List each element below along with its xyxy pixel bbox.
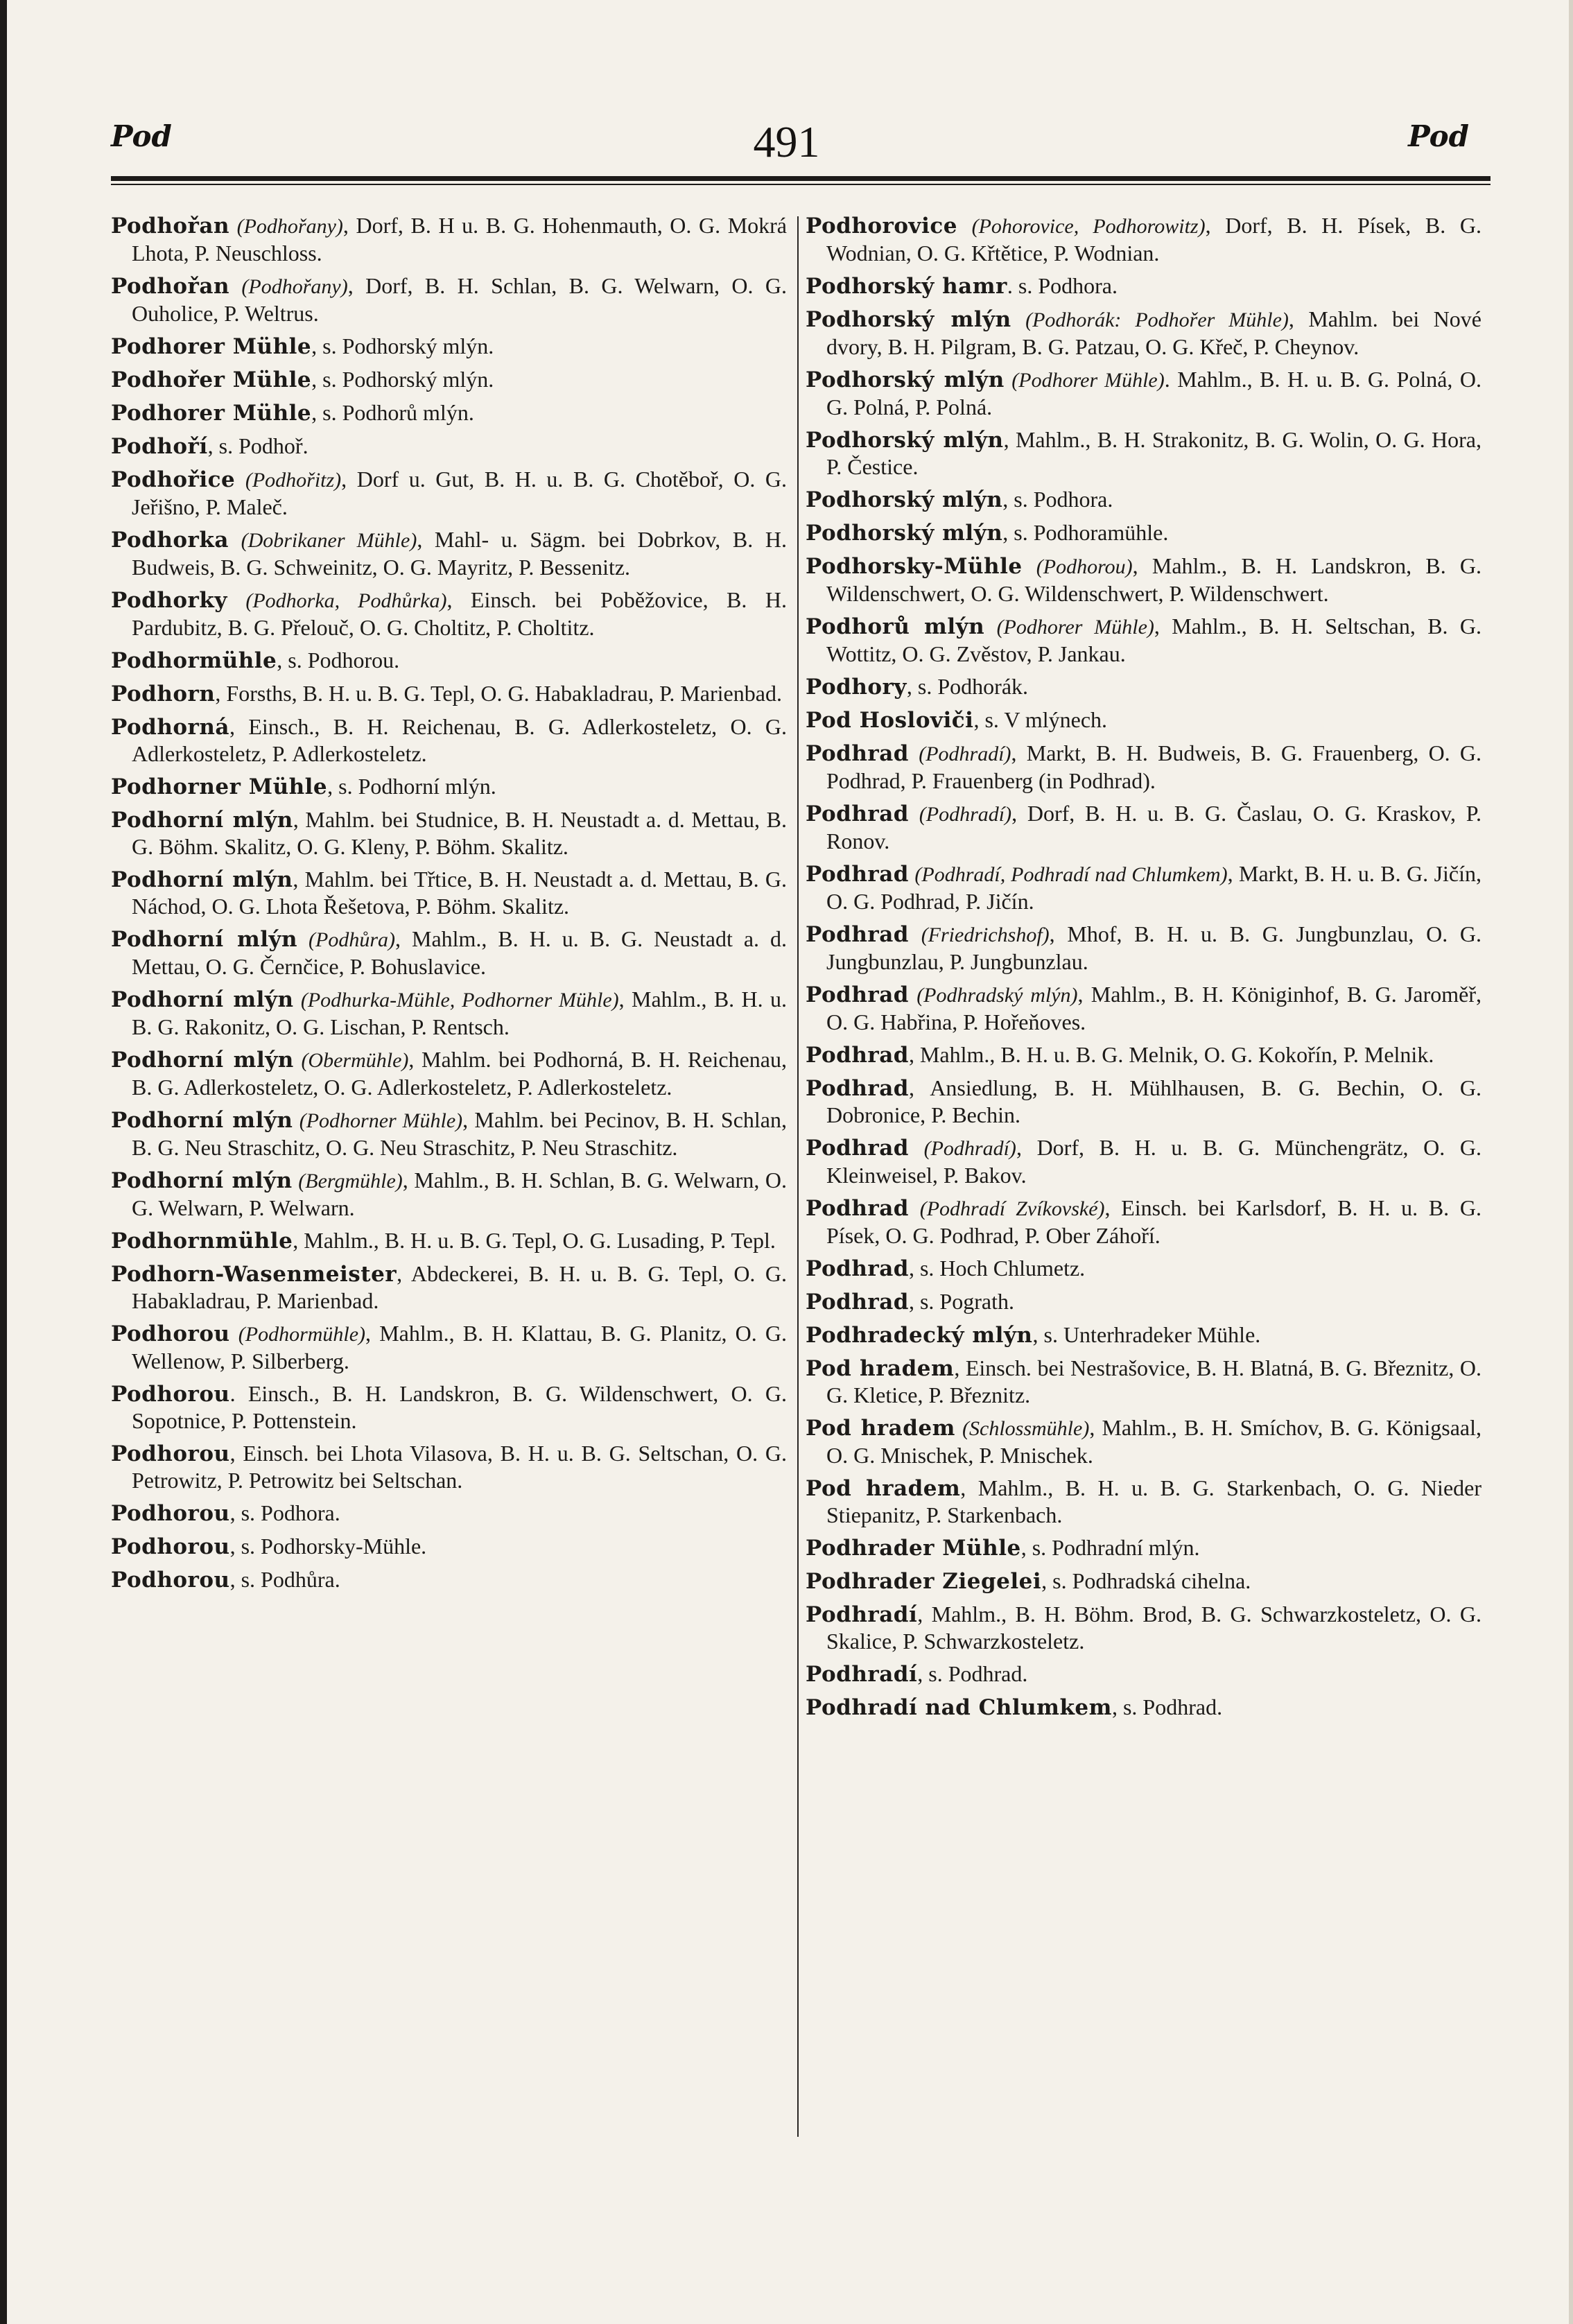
entry-details: , Mahlm., B. H. u. B. G. Starkenbach, O. G. Nieder Stiepanitz, P. Starkenbach. [826,1475,1482,1527]
entry-alternate-name: (Podhůra) [308,928,396,951]
entry-headword: Podhorer Mühle [111,401,312,426]
gazetteer-entry [806,1255,1481,1282]
entry-headword: Pod Hosloviči [806,708,974,733]
entry-details: , Einsch. bei Karlsdorf, B. H. u. B. G. Písek, O. G. Podhrad, P. Ober Záhoří. [826,1195,1482,1248]
entry-alternate-name: (Podhorák: Podhořer Mühle) [1025,309,1289,331]
gazetteer-entry [806,366,1481,420]
entry-alternate-name: (Bergmühle) [298,1170,403,1193]
entry-details: , Mahlm., B. H. u. B. G. Melnik, O. G. Kokořín, P. Melnik. [908,1042,1434,1067]
page-right-edge [1569,0,1573,2324]
gazetteer-entry [111,986,787,1040]
gazetteer-entry [806,673,1481,700]
entry-details: , Einsch. bei Poběžovice, B. H. Pardubitz, B. G. Přelouč, O. G. Choltitz, P. Choltitz. [132,587,787,640]
gazetteer-entry [111,1046,787,1100]
entry-headword: Podhorní mlýn [111,987,294,1012]
entry-details: , s. Podhoramühle. [1002,520,1169,545]
entry-alternate-name: (Podhorer Mühle) [1011,369,1165,392]
gazetteer-entry [806,519,1481,546]
entry-alternate-name: (Schlossmühle) [962,1417,1090,1440]
entry-alternate-name: (Podhorer Mühle) [996,616,1154,639]
entry-details: , Mahlm., B. H. Strakonitz, B. G. Wolin, O. G. Hora, P. Čestice. [826,427,1481,479]
entry-headword: Podhrad [806,862,909,887]
page-left-edge [0,0,7,2324]
entry-headword: Podhorní mlýn [111,927,298,952]
entry-headword: Podhorou [111,1441,230,1466]
entry-details: , Mahlm., B. H. Böhm. Brod, B. G. Schwarzkosteletz, O. G. Skalice, P. Schwarzkosteletz. [826,1602,1481,1654]
entry-headword: Podhradí [806,1662,918,1687]
entry-headword: Podhořice [111,467,236,492]
entry-details: , Mahl- u. Sägm. bei Dobrkov, B. H. Budweis, B. G. Schweinitz, O. G. Mayritz, P. Bessenitz. [132,527,788,580]
entry-details: , Mahlm. bei Podhorná, B. H. Reichenau, B. G. Adlerkosteletz, O. G. Adlerkosteletz, P. Adlerkosteletz. [132,1047,788,1100]
entry-headword: Podhorer Mühle [111,334,312,359]
entry-details: , Ansiedlung, B. H. Mühlhausen, B. G. Bechin, O. G. Dobronice, P. Bechin. [826,1075,1481,1127]
gazetteer-entry [806,740,1481,794]
entry-details: , s. Podhorů mlýn. [311,400,474,425]
entry-headword: Podhoří [111,434,208,459]
entry-headword: Podhrad [806,1076,909,1101]
gazetteer-entry [111,587,787,641]
entry-details: , s. Podhorák. [906,674,1029,699]
entry-headword: Podhrad [806,982,909,1007]
entry-details: . Mahlm., B. H. u. B. G. Polná, O. G. Polná, P. Polná. [826,367,1482,419]
gazetteer-entry [111,1533,787,1560]
gazetteer-entry [806,306,1481,360]
entry-headword: Podhrad [806,1196,909,1221]
entry-details: , s. Unterhradeker Mühle. [1032,1322,1261,1347]
gazetteer-entry [111,433,787,460]
entry-details: , Einsch. bei Nestrašovice, B. H. Blatná, B. G. Březnitz, O. G. Kletice, P. Březnitz. [826,1355,1482,1407]
entry-headword: Podhorky [111,588,227,613]
entry-alternate-name: (Dobrikaner Mühle) [241,529,417,552]
entry-headword: Podhořan [111,274,230,299]
gazetteer-entry [806,1075,1481,1128]
gazetteer-entry [111,680,787,707]
entry-details: , Mahlm. bei Studnice, B. H. Neustadt a. d. Mettau, B. G. Böhm. Skalitz, O. G. Kleny, P. Böhm. Skalitz. [132,807,787,859]
entry-headword: Podhorů mlýn [806,614,985,639]
entry-details: , Mahlm. bei Pecinov, B. H. Schlan, B. G. Neu Straschitz, O. G. Neu Straschitz, P. Neu Straschitz. [132,1107,788,1160]
entry-details: , Dorf, B. H. Písek, B. G. Wodnian, O. G. Křtětice, P. Wodnian. [826,213,1482,266]
gazetteer-entry [806,1601,1481,1654]
entry-headword: Podhrader Mühle [806,1536,1021,1561]
gazetteer-entry [806,272,1481,300]
entry-details: , Dorf, B. H. Schlan, B. G. Welwarn, O. G. Ouholice, P. Weltrus. [132,273,788,326]
entry-details: , s. Podhrad. [1111,1694,1223,1719]
gazetteer-entry [806,1534,1481,1561]
entry-headword: Podhorná [111,715,230,740]
entry-details: , Mahlm., B. H. u. B. G. Rakonitz, O. G. Lischan, P. Rentsch. [132,987,788,1039]
gazetteer-entry [111,926,787,980]
entry-details: , s. Podhůra. [229,1567,340,1592]
gazetteer-entry [111,1167,787,1221]
entry-details: , s. Podhradská cihelna. [1041,1568,1251,1593]
gazetteer-entry [806,800,1481,854]
entry-details: , Markt, B. H. Budweis, B. G. Frauenberg, O. G. Podhrad, P. Frauenberg (in Podhrad). [826,740,1482,793]
gazetteer-entry [806,426,1481,480]
gazetteer-entry [111,333,787,360]
gazetteer-entry [111,866,787,919]
entry-details: , Mhof, B. H. u. B. G. Jungbunzlau, O. G. Jungbunzlau, P. Jungbunzlau. [826,921,1482,974]
entry-headword: Podhorka [111,528,229,553]
gazetteer-entry [111,272,787,327]
gazetteer-entry [806,1195,1481,1249]
entry-headword: Podhrad [806,1256,909,1281]
gazetteer-entry [806,1475,1481,1528]
gazetteer-entry [806,553,1481,607]
gazetteer-entry [806,860,1481,914]
entry-headword: Podhorní mlýn [111,1168,293,1193]
entry-headword: Podhormühle [111,648,277,673]
entry-headword: Podhorský mlýn [806,367,1005,392]
entry-alternate-name: (Podhořany) [236,215,343,238]
entry-alternate-name: (Pohorovice, Podhorowitz) [971,215,1206,238]
gazetteer-entry [806,486,1481,513]
entry-headword: Podhorní mlýn [111,1108,293,1133]
entry-headword: Podhorou [111,1534,230,1559]
entry-details: , Mahlm., B. H. Königinhof, B. G. Jaroměř, O. G. Habřina, P. Hořeňoves. [826,982,1481,1034]
page-number: 491 [753,117,820,166]
entry-headword: Podhorní mlýn [111,1048,294,1073]
gazetteer-entry [806,1288,1481,1315]
entry-details: , Mahlm., B. H. Landskron, B. G. Wildenschwert, O. G. Wildenschwert, P. Wildenschwert. [826,553,1482,606]
entry-details: , Mahlm. bei Třtice, B. H. Neustadt a. d. Mettau, B. G. Náchod, O. G. Lhota Řešetova, P. Böhm. Skalitz. [132,867,787,919]
entry-alternate-name: (Podhorka, Podhůrka) [245,589,447,612]
entry-details: , Mahlm., B. H. Klattau, B. G. Planitz, O. G. Wellenow, P. Silberberg. [132,1321,788,1373]
left-column [111,212,787,1599]
entry-details: , Mahlm., B. H. Smíchov, B. G. Königsaal, O. G. Mnischek, P. Mnischek. [826,1415,1481,1468]
gazetteer-entry [111,212,787,266]
gazetteer-entry [111,647,787,674]
gazetteer-entry [806,921,1481,975]
gazetteer-entry [111,526,787,580]
entry-details: , Markt, B. H. u. B. G. Jičín, O. G. Podhrad, P. Jičín. [826,861,1482,914]
entry-details: , Dorf u. Gut, B. H. u. B. G. Chotěboř, O. G. Jeřišno, P. Maleč. [132,467,788,519]
entry-details: , Einsch. bei Lhota Vilasova, B. H. u. B. G. Seltschan, O. G. Petrowitz, P. Petrowitz bei Seltschan. [132,1441,787,1493]
entry-details: , s. Podhoř. [207,433,308,458]
entry-alternate-name: (Podhorner Mühle) [299,1109,463,1132]
entry-alternate-name: (Podhradí, Podhradí nad Chlumkem) [914,863,1228,886]
entry-headword: Podhorner Mühle [111,774,328,799]
entry-alternate-name: (Podhormühle) [238,1323,366,1346]
entry-details: , s. V mlýnech. [973,707,1108,732]
entry-details: , Mahlm., B. H. u. B. G. Tepl, O. G. Lusading, P. Tepl. [293,1228,776,1253]
entry-details: , s. Podhorský mlýn. [311,333,494,358]
gazetteer-entry [806,1041,1481,1068]
gazetteer-entry [806,1568,1481,1595]
entry-headword: Podhorou [111,1321,230,1346]
entry-details: , Mahlm. bei Nové dvory, B. H. Pilgram, B. G. Patzau, O. G. Křeč, P. Cheynov. [826,306,1482,359]
entry-alternate-name: (Podhradský mlýn) [916,984,1078,1007]
gazetteer-entry [806,212,1481,266]
gazetteer-entry [111,713,787,767]
gazetteer-entry [806,1694,1481,1721]
gazetteer-entry [111,366,787,393]
entry-details: , Abdeckerei, B. H. u. B. G. Tepl, O. G. Habakladrau, P. Marienbad. [132,1261,787,1313]
entry-headword: Podhradecký mlýn [806,1323,1033,1348]
entry-headword: Podhrad [806,801,909,826]
entry-headword: Podhořan [111,214,230,239]
gazetteer-entry [806,981,1481,1035]
entry-headword: Podhornmühle [111,1229,293,1254]
header-rule-thin [111,184,1491,185]
gazetteer-entry [806,1355,1481,1408]
entry-details: , s. Podhora. [229,1500,340,1525]
entry-alternate-name: (Podhradí) [919,743,1011,765]
gazetteer-entry [111,399,787,426]
gazetteer-entry [111,466,787,520]
entry-headword: Podhrad [806,1043,909,1068]
entry-headword: Podhorou [111,1382,230,1407]
entry-headword: Podhorní mlýn [111,808,293,833]
entry-details: , s. Hoch Chlumetz. [908,1256,1086,1281]
entry-headword: Pod hradem [806,1476,961,1501]
entry-headword: Podhorský mlýn [806,487,1003,512]
gazetteer-entry [111,1227,787,1254]
entry-alternate-name: (Podhradí Zvíkovské) [919,1197,1105,1220]
entry-alternate-name: (Podhradí) [923,1137,1016,1160]
entry-headword: Podhradí [806,1602,918,1627]
gazetteer-entry [111,1107,787,1161]
entry-details: , Mahlm., B. H. Schlan, B. G. Welwarn, O. G. Welwarn, P. Welwarn. [132,1168,787,1220]
entry-details: , s. Pograth. [908,1289,1014,1314]
entry-alternate-name: (Podhradí) [919,803,1012,826]
header-rule [111,176,1491,181]
entry-details: , s. Podhorou. [277,648,400,673]
entry-details: , Mahlm., B. H. u. B. G. Neustadt a. d. Mettau, O. G. Černčice, P. Bohuslavice. [132,926,787,979]
entry-alternate-name: (Podhurka-Mühle, Podhorner Mühle) [300,989,619,1012]
running-head-right: Pod [1408,119,1469,153]
entry-details: , s. Podhradní mlýn. [1020,1535,1200,1560]
entry-headword: Podhorský mlýn [806,521,1003,546]
entry-headword: Podhorovice [806,214,957,239]
entry-alternate-name: (Obermühle) [301,1049,409,1072]
entry-details: , Forsths, B. H. u. B. G. Tepl, O. G. Habakladrau, P. Marienbad. [215,681,782,706]
entry-details: , Mahlm., B. H. Seltschan, B. G. Wottitz, O. G. Zvěstov, P. Jankau. [826,614,1482,666]
gazetteer-entry [806,706,1481,734]
entry-alternate-name: (Friedrichshof) [921,923,1050,946]
entry-headword: Pod hradem [806,1356,955,1381]
entry-details: , s. Podhorsky-Mühle. [229,1534,427,1559]
gazetteer-entry [806,1414,1481,1468]
right-column [806,212,1481,1727]
entry-headword: Podhorní mlýn [111,867,293,892]
entry-headword: Podhrader Ziegelei [806,1569,1042,1594]
entry-headword: Pod hradem [806,1416,955,1441]
entry-headword: Podhrad [806,922,909,947]
entry-details: , s. Podhora. [1002,487,1113,512]
entry-details: , s. Podhrad. [917,1661,1028,1686]
gazetteer-entry [806,1134,1481,1188]
gazetteer-entry [806,613,1481,667]
column-divider [797,216,799,2137]
entry-details: . Einsch., B. H. Landskron, B. G. Wildenschwert, O. G. Sopotnice, P. Pottenstein. [132,1381,787,1433]
entry-headword: Podhorský mlýn [806,428,1004,453]
entry-headword: Podhrad [806,1290,909,1315]
entry-details: , Einsch., B. H. Reichenau, B. G. Adlerkosteletz, O. G. Adlerkosteletz, P. Adlerkosteletz. [132,714,787,766]
entry-headword: Podhorský mlýn [806,307,1011,332]
entry-headword: Podhorn-Wasenmeister [111,1262,397,1287]
entry-details: , s. Podhorní mlýn. [327,774,496,799]
entry-alternate-name: (Podhořany) [241,275,348,298]
entry-headword: Podhorn [111,682,216,706]
entry-headword: Podhorou [111,1568,230,1593]
entry-headword: Podhradí nad Chlumkem [806,1695,1112,1720]
gazetteer-entry [111,1440,787,1493]
gazetteer-entry [111,1566,787,1593]
entry-headword: Podhorsky-Mühle [806,554,1023,579]
gazetteer-entry [111,806,787,860]
entry-headword: Podhrad [806,741,909,766]
entry-details: , Dorf, B. H. u. B. G. Časlau, O. G. Kraskov, P. Ronov. [826,801,1482,853]
entry-details: . s. Podhora. [1007,273,1118,298]
gazetteer-entry [111,1500,787,1527]
entry-headword: Podhrad [806,1136,909,1161]
entry-headword: Podhory [806,675,907,700]
gazetteer-entry [111,1260,787,1314]
gazetteer-entry [111,1320,787,1374]
entry-details: , Dorf, B. H. u. B. G. Münchengrätz, O. G. Kleinweisel, P. Bakov. [826,1135,1482,1188]
entry-details: , s. Podhorský mlýn. [311,367,494,392]
entry-headword: Podhorou [111,1501,230,1526]
entry-alternate-name: (Podhorou) [1036,555,1133,578]
entry-headword: Podhořer Mühle [111,367,312,392]
gazetteer-entry [111,1380,787,1434]
running-head-left: Pod [111,119,172,153]
entry-alternate-name: (Podhořitz) [245,469,342,492]
gazetteer-entry [806,1660,1481,1688]
gazetteer-entry [111,773,787,800]
entry-headword: Podhorský hamr [806,274,1007,299]
gazetteer-entry [806,1321,1481,1349]
entry-details: , Dorf, B. H u. B. G. Hohenmauth, O. G. Mokrá Lhota, P. Neuschloss. [132,213,787,266]
